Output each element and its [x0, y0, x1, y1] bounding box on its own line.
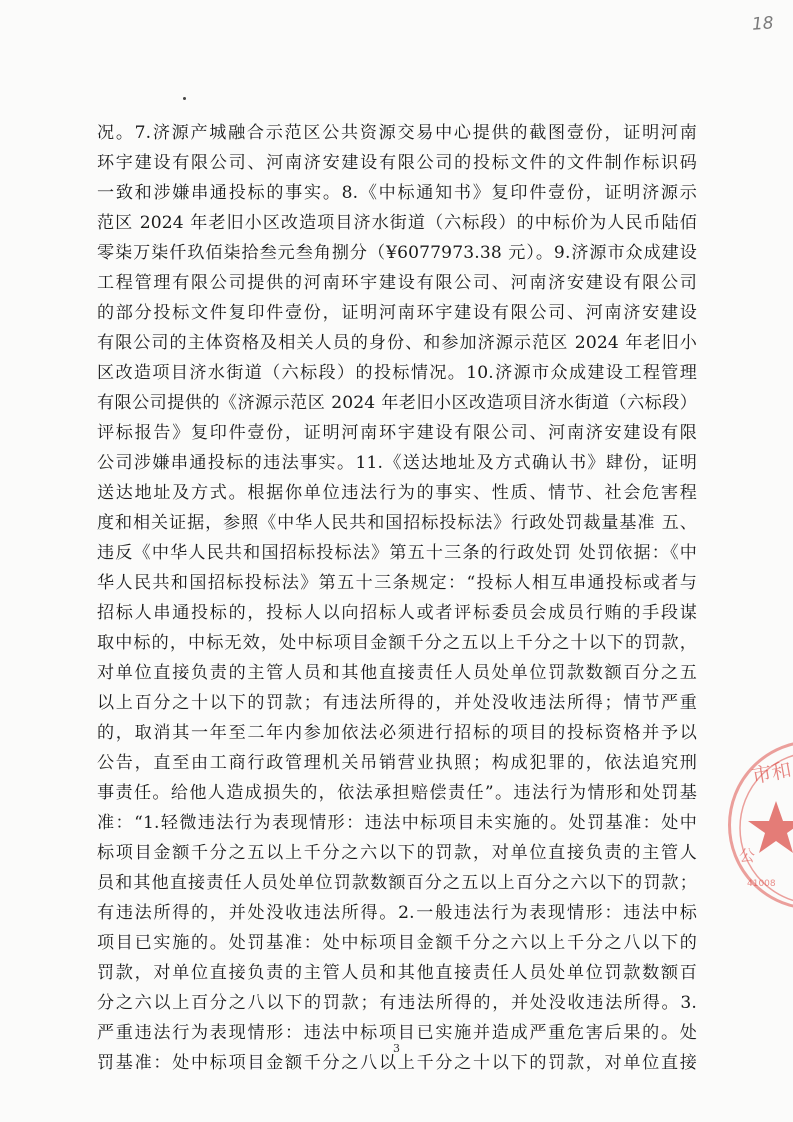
body-line: 以上百分之十以下的罚款；有违法所得的，并处没收违法所得；情节严重	[97, 693, 697, 713]
body-line: 送达地址及方式。根据你单位违法行为的事实、性质、情节、社会危害程	[97, 483, 697, 503]
body-line: 有限公司提供的《济源示范区 2024 年老旧小区改造项目济水街道（六标段）	[97, 393, 697, 413]
body-line: 有限公司的主体资格及相关人员的身份、和参加济源示范区 2024 年老旧小	[97, 333, 697, 353]
body-line: 有违法所得的，并处没收违法所得。2.一般违法行为表现情形：违法中标	[97, 903, 697, 923]
ink-dot	[183, 97, 186, 100]
seal-side-text: 公	[739, 846, 756, 865]
seal-graphic	[731, 743, 793, 913]
body-line: 项目已实施的。处罚基准：处中标项目金额千分之六以上千分之八以下的	[97, 933, 697, 953]
body-line: 华人民共和国招标投标法》第五十三条规定：“投标人相互串通投标或者与	[97, 573, 697, 593]
body-line: 度和相关证据，参照《中华人民共和国招标投标法》行政处罚裁量基准 五、	[97, 513, 697, 533]
official-seal-stamp	[728, 740, 793, 910]
handwritten-page-number: 18	[751, 13, 775, 35]
body-line: 准：“1.轻微违法行为表现情形：违法中标项目未实施的。处罚基准：处中	[97, 813, 697, 833]
body-line: 区改造项目济水街道（六标段）的投标情况。10.济源市众成建设工程管理	[97, 363, 697, 383]
page-number: 3	[393, 1042, 400, 1055]
body-line: 严重违法行为表现情形：违法中标项目已实施并造成严重危害后果的。处	[97, 1023, 697, 1043]
body-line: 招标人串通投标的，投标人以向招标人或者评标委员会成员行贿的手段谋	[97, 603, 697, 623]
body-line: 公告，直至由工商行政管理机关吊销营业执照；构成犯罪的，依法追究刑	[97, 753, 697, 773]
body-line: 一致和涉嫌串通投标的事实。8.《中标通知书》复印件壹份，证明济源示	[97, 183, 697, 203]
body-line: 的部分投标文件复印件壹份，证明河南环宇建设有限公司、河南济安建设	[97, 303, 697, 323]
body-line: 的，取消其一年至二年内参加依法必须进行招标的项目的投标资格并予以	[97, 723, 697, 743]
body-line: 取中标的，中标无效，处中标项目金额千分之五以上千分之十以下的罚款，	[97, 633, 697, 653]
body-line: 零柒万柒仟玖佰柒拾叁元叁角捌分（¥6077973.38 元）。9.济源市众成建设	[97, 243, 697, 263]
body-line: 工程管理有限公司提供的河南环宇建设有限公司、河南济安建设有限公司	[97, 273, 697, 293]
body-line: 评标报告》复印件壹份，证明河南环宇建设有限公司、河南济安建设有限	[97, 423, 697, 443]
body-line: 违反《中华人民共和国招标投标法》第五十三条的行政处罚 处罚依据：《中	[97, 543, 697, 563]
seal-upper-text: 市和	[749, 757, 793, 788]
body-line: 罚款，对单位直接负责的主管人员和其他直接责任人员处单位罚款数额百	[97, 963, 697, 983]
body-line: 环宇建设有限公司、河南济安建设有限公司的投标文件的文件制作标识码	[97, 153, 697, 173]
body-line: 公司涉嫌串通投标的违法事实。11.《送达地址及方式确认书》肆份，证明	[97, 453, 697, 473]
body-line: 对单位直接负责的主管人员和其他直接责任人员处单位罚款数额百分之五	[97, 663, 697, 683]
body-line: 范区 2024 年老旧小区改造项目济水街道（六标段）的中标价为人民币陆佰	[97, 213, 697, 233]
body-line: 标项目金额千分之五以上千分之六以下的罚款，对单位直接负责的主管人	[97, 843, 697, 863]
body-line: 事责任。给他人造成损失的，依法承担赔偿责任”。违法行为情形和处罚基	[97, 783, 697, 803]
seal-code-text: 41008	[747, 879, 776, 889]
body-line: 员和其他直接责任人员处单位罚款数额百分之五以上百分之六以下的罚款；	[97, 873, 697, 893]
body-line: 罚基准：处中标项目金额千分之八以上千分之十以下的罚款，对单位直接	[97, 1053, 697, 1073]
body-line: 分之六以上百分之八以下的罚款；有违法所得的，并处没收违法所得。3.	[97, 993, 697, 1013]
body-line: 况。7.济源产城融合示范区公共资源交易中心提供的截图壹份，证明河南	[97, 123, 697, 143]
document-body	[97, 118, 697, 1078]
